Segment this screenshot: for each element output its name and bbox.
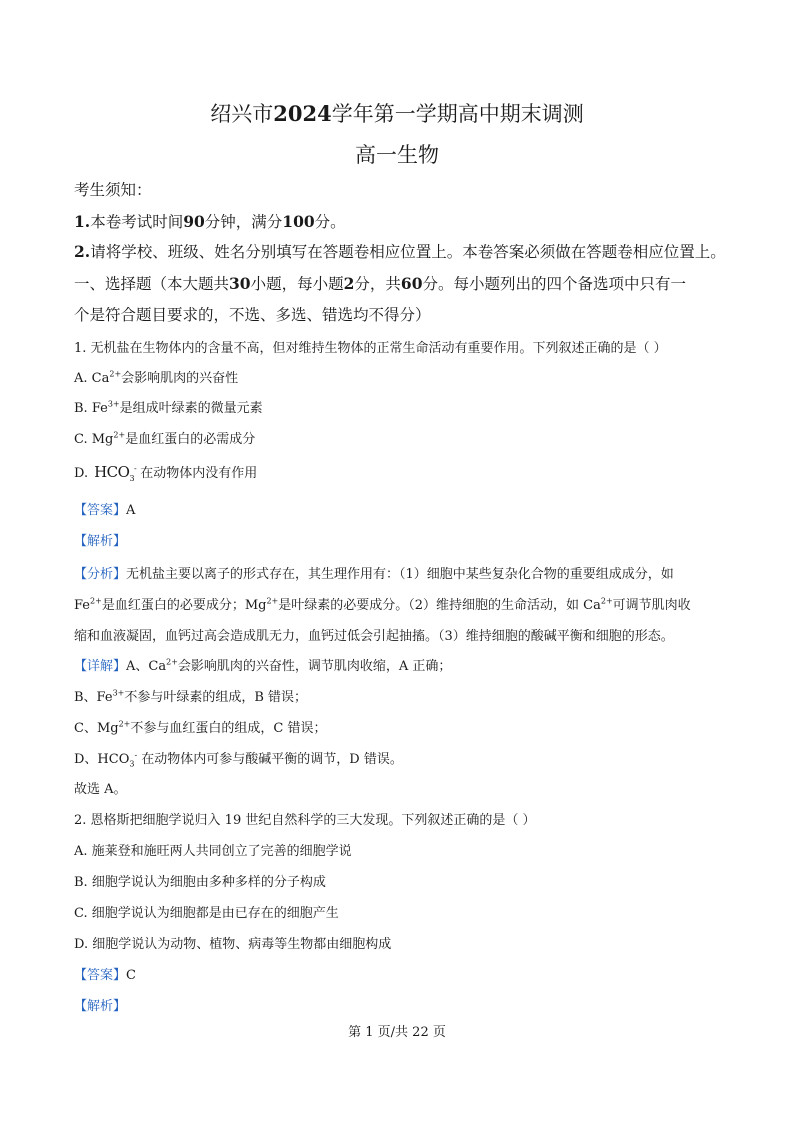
- section-heading-line-2: 个是符合题目要求的，不选、多选、错选均不得分）: [74, 306, 431, 324]
- q2-option-a: A. 施莱登和施旺两人共同创立了完善的细胞学说: [74, 844, 352, 859]
- section-heading-line-1: 一、选择题（本大题共30小题，每小题2分，共60分。每小题列出的四个备选项中只有一: [74, 274, 687, 293]
- q1-xiangjie-a: 【详解】A、$Ca^{2+}$会影响肌肉的兴奋性，调节肌肉收缩，A 正确；: [74, 657, 452, 674]
- notice-item-1: 1.本卷考试时间90分钟，满分100分。: [74, 212, 346, 231]
- page-footer: 第 1 页/共 22 页: [348, 1025, 446, 1040]
- q1-fenxi-line-3: 缩和血液凝固，血钙过高会造成肌无力，血钙过低会引起抽搐。（3）维持细胞的酸碱平衡和细胞的形态。: [74, 629, 674, 644]
- q2-answer: 【答案】C: [74, 968, 136, 983]
- q1-fenxi-line-1: 【分析】无机盐主要以离子的形式存在，其生理作用有：（1）细胞中某些复杂化合物的重要组成成分，如: [74, 567, 674, 582]
- q1-analysis-tag: 【解析】: [74, 534, 127, 549]
- q2-option-d: D. 细胞学说认为动物、植物、病毒等生物都由细胞构成: [74, 937, 392, 952]
- page-title: 绍兴市2024学年第一学期高中期末调测: [210, 101, 584, 126]
- hco3-formula: $HCO_3^-$: [94, 463, 137, 483]
- q1-option-b: B. $Fe^{3+}$是组成叶绿素的微量元素: [74, 399, 263, 416]
- q2-option-c: C. 细胞学说认为细胞都是由已存在的细胞产生: [74, 906, 339, 921]
- q1-xiangjie-d: D、$HCO_3^-$ 在动物体内可参与酸碱平衡的调节，D 错误。: [74, 750, 403, 769]
- notice-item-2: 2.请将学校、班级、姓名分别填写在答题卷相应位置上。本卷答案必须做在答题卷相应位置上。: [74, 242, 726, 261]
- q1-fenxi-line-2: $Fe^{2+}$是血红蛋白的必要成分；$Mg^{2+}$是叶绿素的必要成分。（2）维持细胞的生命活动，如 $Ca^{2+}$可调节肌肉收: [74, 596, 691, 613]
- q2-option-b: B. 细胞学说认为细胞由多种多样的分子构成: [74, 875, 326, 890]
- page-subtitle: 高一生物: [355, 143, 439, 167]
- answer-tag: 【答案】: [74, 968, 127, 983]
- answer-tag: 【答案】: [74, 503, 127, 518]
- q1-option-c: C. $Mg^{2+}$是血红蛋白的必需成分: [74, 430, 256, 447]
- q1-option-d: D. $HCO_3^-$ 在动物体内没有作用: [74, 463, 258, 483]
- q1-stem: 1. 无机盐在生物体内的含量不高，但对维持生物体的正常生命活动有重要作用。下列叙述正确的是（ ）: [74, 341, 667, 356]
- q1-option-a: A. $Ca^{2+}$会影响肌肉的兴奋性: [74, 369, 239, 386]
- q2-analysis-tag: 【解析】: [74, 999, 127, 1014]
- q1-xiangjie-c: C、$Mg^{2+}$不参与血红蛋白的组成，C 错误；: [74, 719, 327, 736]
- notice-heading: 考生须知：: [74, 181, 152, 199]
- q1-answer: 【答案】A: [74, 503, 136, 518]
- q1-xiangjie-b: B、$Fe^{3+}$不参与叶绿素的组成，B 错误；: [74, 688, 308, 705]
- q2-stem: 2. 恩格斯把细胞学说归入 19 世纪自然科学的三大发现。下列叙述正确的是（ ）: [74, 813, 536, 828]
- q1-conclusion: 故选 A。: [74, 782, 127, 797]
